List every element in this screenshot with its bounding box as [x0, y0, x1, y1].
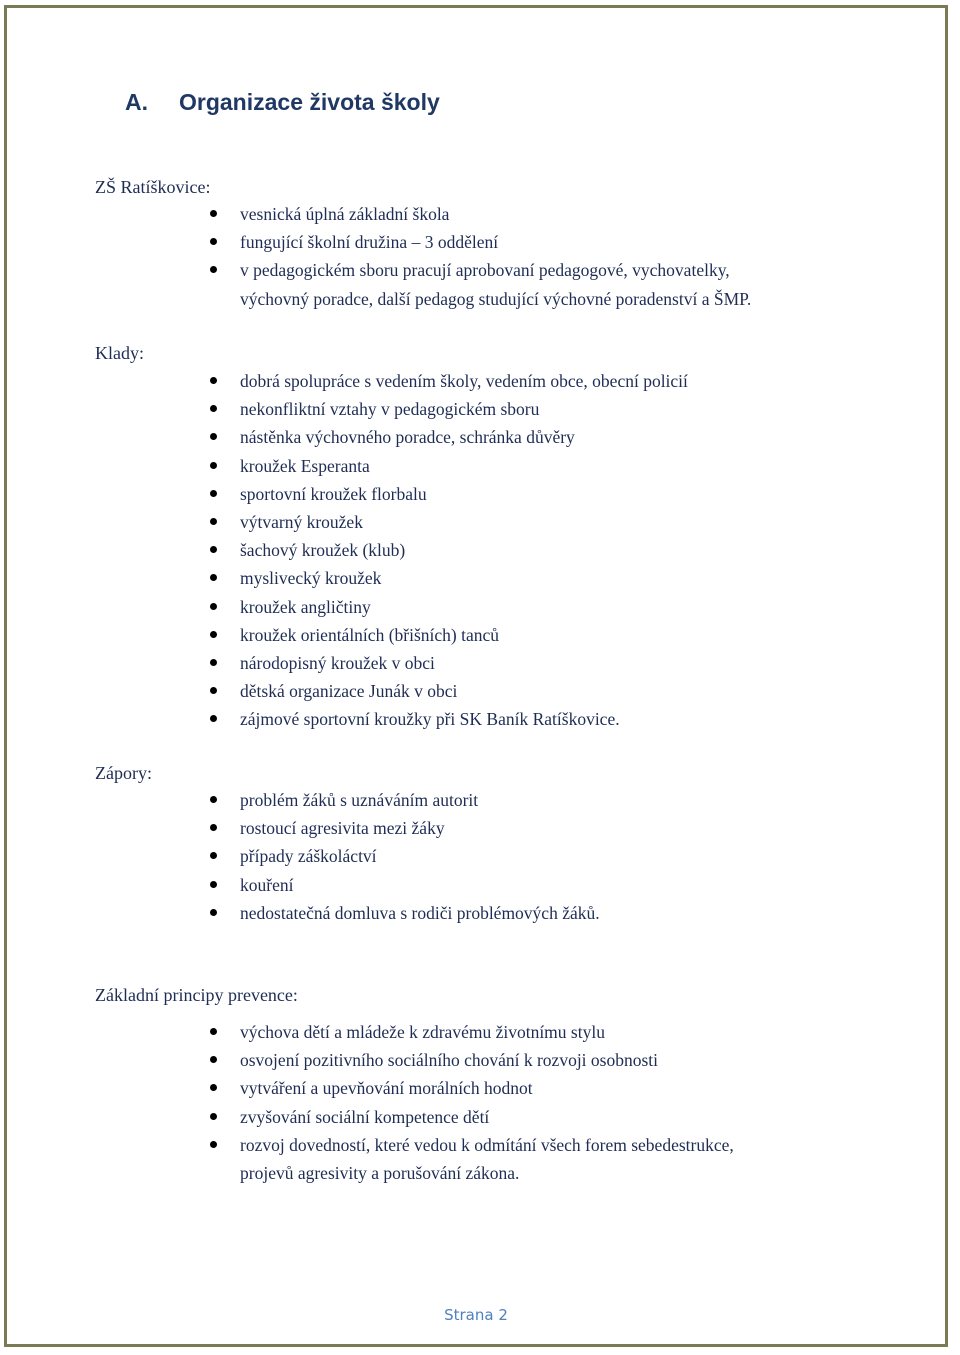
list-item	[0, 1074, 960, 1102]
list-item	[0, 200, 960, 228]
list-item-text: výtvarný kroužek	[240, 512, 363, 533]
list-item	[0, 842, 960, 870]
list-item	[0, 814, 960, 842]
list-item-text: kroužek angličtiny	[240, 596, 371, 617]
list-item	[0, 367, 960, 395]
list-item-text: v pedagogickém sboru pracují aprobovaní pedagogové, vychovatelky,	[240, 260, 730, 281]
list-item-text-continued: projevů agresivity a porušování zákona.	[240, 1163, 520, 1184]
school-label: ZŠ Ratíškovice:	[95, 177, 211, 197]
pros-list	[0, 367, 960, 734]
list-item-text: kroužek orientálních (břišních) tanců	[240, 624, 499, 645]
list-item-text: rozvoj dovedností, které vedou k odmítání všech forem sebedestrukce,	[240, 1134, 734, 1155]
list-item-text: problém žáků s uznáváním autorit	[240, 790, 479, 810]
list-item	[0, 228, 960, 256]
section-heading	[125, 85, 440, 119]
list-item-text: dětská organizace Junák v obci	[240, 681, 458, 702]
list-item	[0, 536, 960, 564]
list-item	[0, 395, 960, 423]
list-item-text: kroužek Esperanta	[240, 455, 370, 476]
list-item	[0, 480, 960, 508]
list-item-text: sportovní kroužek florbalu	[240, 483, 427, 504]
list-item-text: nástěnka výchovného poradce, schránka důvěry	[240, 427, 575, 448]
list-item	[0, 1018, 960, 1046]
list-item-text: nekonfliktní vztahy v pedagogickém sboru	[240, 399, 540, 420]
list-item-text: dobrá spolupráce s vedením školy, vedením obce, obecní policií	[240, 371, 688, 391]
list-item-text: kouření	[240, 874, 294, 895]
list-item	[0, 593, 960, 621]
list-item	[0, 899, 960, 927]
list-item-text: případy záškoláctví	[240, 846, 377, 867]
list-item	[0, 871, 960, 899]
list-item	[0, 649, 960, 677]
school-list	[0, 200, 960, 313]
list-item	[0, 564, 960, 592]
list-item-text: národopisný kroužek v obci	[240, 653, 435, 674]
list-item-text: zájmové sportovní kroužky při SK Baník Ratíškovice.	[240, 709, 620, 730]
list-item	[0, 423, 960, 451]
list-item	[0, 1046, 960, 1074]
list-item-text: fungující školní družina – 3 oddělení	[240, 232, 499, 253]
section-title: Organizace života školy	[179, 89, 440, 115]
list-item	[0, 508, 960, 536]
list-item-text: vytváření a upevňování morálních hodnot	[240, 1078, 533, 1099]
list-item	[0, 1131, 960, 1187]
list-item-text-continued: výchovný poradce, další pedagog studující výchovné poradenství a ŠMP.	[240, 288, 752, 309]
principles-label: Základní principy prevence:	[95, 985, 298, 1005]
list-item	[0, 1103, 960, 1131]
list-item	[0, 621, 960, 649]
list-item	[0, 452, 960, 480]
list-item-text: vesnická úplná základní škola	[240, 204, 450, 224]
list-item-text: osvojení pozitivního sociálního chování k rozvoji osobnosti	[240, 1050, 659, 1071]
list-item	[0, 677, 960, 705]
list-item-text: rostoucí agresivita mezi žáky	[240, 818, 445, 839]
section-number: A.	[125, 89, 148, 115]
list-item-text: zvyšování sociální kompetence dětí	[240, 1106, 490, 1127]
list-item-text: šachový kroužek (klub)	[240, 540, 406, 561]
list-item	[0, 705, 960, 733]
list-item	[0, 256, 960, 312]
cons-list	[0, 786, 960, 927]
principles-list	[0, 1018, 960, 1187]
list-item-text: myslivecký kroužek	[240, 568, 382, 589]
list-item	[0, 786, 960, 814]
pros-label: Klady:	[95, 343, 144, 363]
list-item-text: nedostatečná domluva s rodiči problémových žáků.	[240, 902, 600, 923]
list-item-text: výchova dětí a mládeže k zdravému životnímu stylu	[240, 1022, 605, 1042]
cons-label: Zápory:	[95, 763, 152, 783]
page-number: Strana 2	[444, 1306, 508, 1324]
